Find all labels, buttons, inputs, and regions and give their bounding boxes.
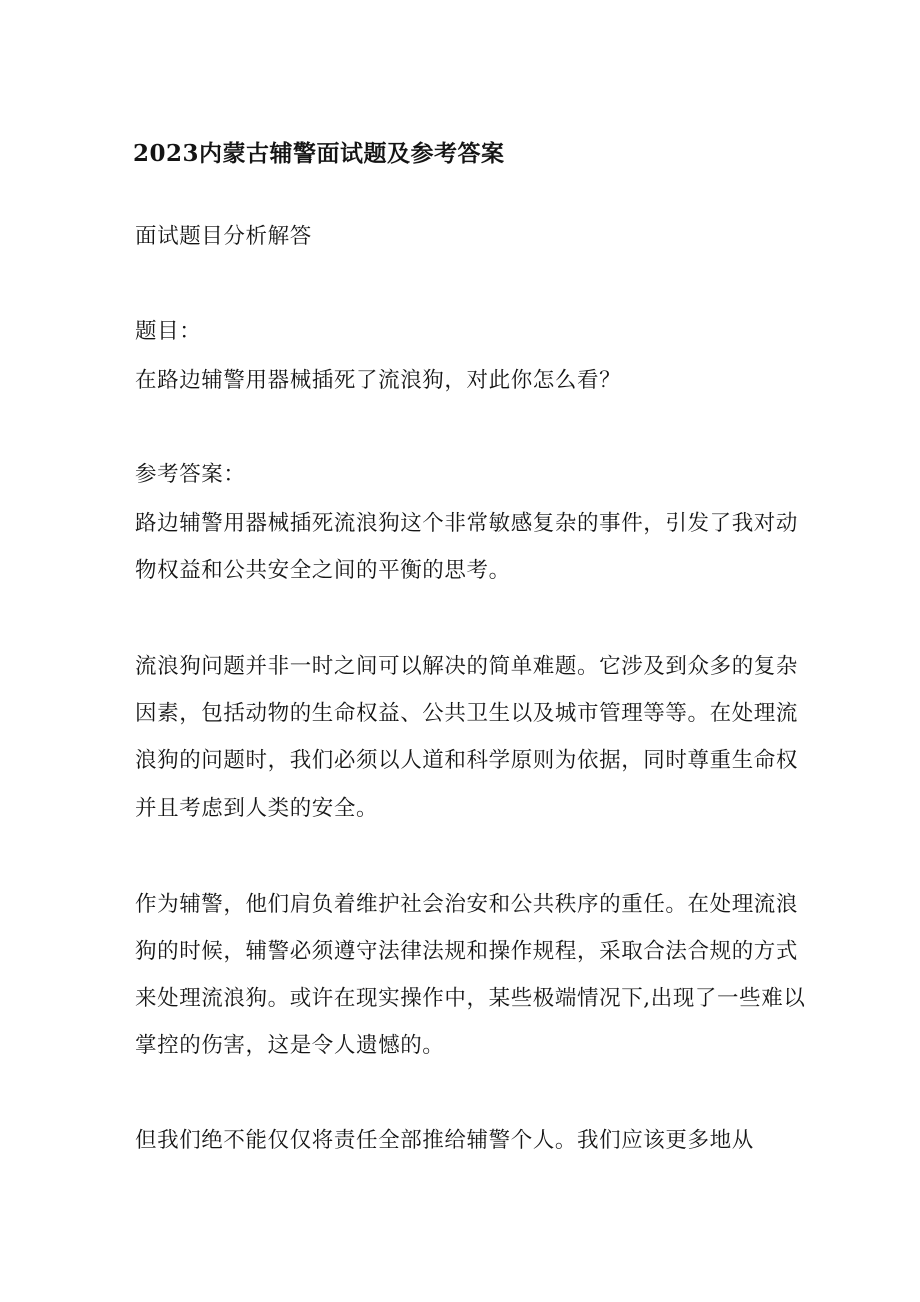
paragraph-line: 流浪狗问题并非一时之间可以解决的简单难题。它涉及到众多的复杂 [135,654,799,679]
paragraph-line: 但我们绝不能仅仅将责任全部推给辅警个人。我们应该更多地从 [135,1128,754,1153]
paragraph-line: 因素，包括动物的生命权益、公共卫生以及城市管理等等。在处理流 [135,701,799,726]
paragraph-line: 掌控的伤害，这是令人遗憾的。 [135,1033,445,1058]
document-title: 2023内蒙古辅警面试题及参考答案 [133,140,505,167]
question-label: 题目： [135,319,202,344]
paragraph-line: 并且考虑到人类的安全。 [135,796,379,821]
paragraph-line: 浪狗的问题时，我们必须以人道和科学原则为依据，同时尊重生命权 [135,748,799,773]
paragraph-line: 狗的时候，辅警必须遵守法律法规和操作规程，采取合法合规的方式 [135,939,799,964]
question-text: 在路边辅警用器械插死了流浪狗，对此你怎么看？ [135,368,622,393]
paragraph-line: 物权益和公共安全之间的平衡的思考。 [135,558,511,583]
paragraph-line: 路边辅警用器械插死流浪狗这个非常敏感复杂的事件，引发了我对动 [135,511,799,536]
paragraph-line: 来处理流浪狗。或许在现实操作中，某些极端情况下,出现了一些难以 [135,986,806,1011]
section-heading: 面试题目分析解答 [135,224,312,249]
paragraph-line: 作为辅警，他们肩负着维护社会治安和公共秩序的重任。在处理流浪 [135,892,799,917]
answer-label: 参考答案： [135,462,246,487]
